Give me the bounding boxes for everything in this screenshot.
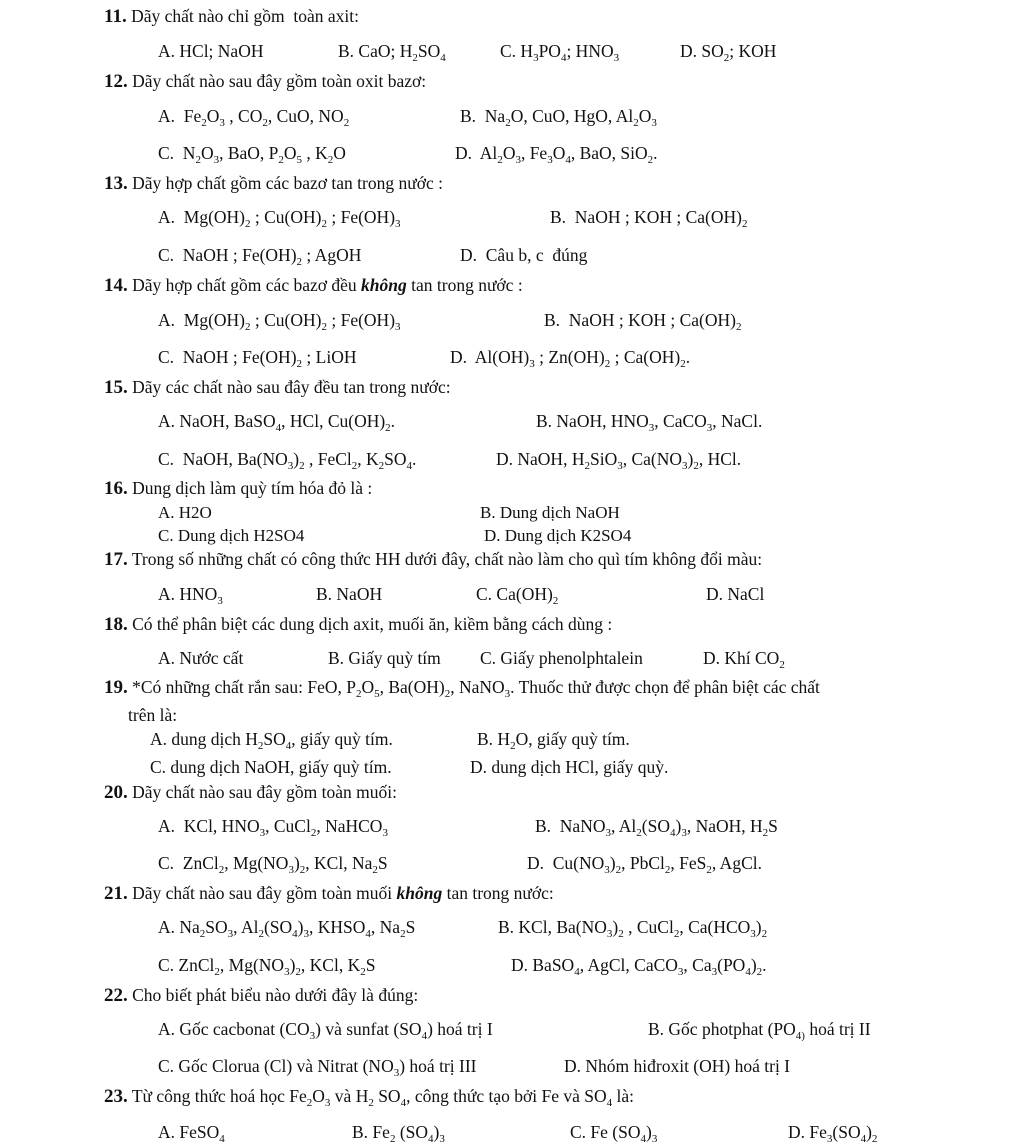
question-16: 16. Dung dịch làm quỳ tím hóa đỏ là : — [104, 478, 373, 499]
q14-option-a: A. $Mg(OH)_2$ ; $Cu(OH)_2$ ; $Fe(OH)_3$ — [158, 310, 401, 333]
q12-option-d: D. $Al_2O_3$, $Fe_3O_4$, BaO, SiO$_2$. — [455, 143, 658, 166]
question-22: 22. Cho biết phát biểu nào dưới đây là đúng: — [104, 985, 419, 1006]
q15-option-d: D. NaOH, $H_2SiO_3$, $Ca(NO_3)_2$, HCl. — [496, 449, 742, 472]
q16-option-a: A. H2O — [158, 503, 212, 522]
q17-option-a: A. $HNO_3$ — [158, 584, 223, 607]
q19-option-c: C. dung dịch NaOH, giấy quỳ tím. — [150, 757, 392, 777]
q13-option-a: A. $Mg(OH)_2$ ; $Cu(OH)_2$ ; $Fe(OH)_3$ — [158, 207, 401, 230]
q19-option-d: D. dung dịch HCl, giấy quỳ. — [470, 757, 669, 777]
q21-option-d: D. BaSO$_4$, AgCl, CaCO$_3$, $Ca_3(PO_4)_2$. — [511, 955, 767, 978]
q21-option-c: C. ZnCl$_2$, $Mg(NO_3)_2$, KCl, $K_2S$ — [158, 955, 376, 978]
q16-option-b: B. Dung dịch NaOH — [480, 503, 620, 522]
question-13: 13. Dãy hợp chất gồm các bazơ tan trong nước : — [104, 173, 443, 194]
q22-option-a: A. Gốc cacbonat $(CO_3)$ và sunfat $(SO_4)$ hoá trị I — [158, 1019, 493, 1042]
q11-option-c: C. $H_3PO_4$; $HNO_3$ — [500, 41, 620, 64]
question-17: 17. Trong số những chất có công thức HH dưới đây, chất nào làm cho quì tím không đổi màu: — [104, 549, 763, 570]
question-15: 15. Dãy các chất nào sau đây đều tan trong nước: — [104, 377, 451, 398]
q14-option-b: B. NaOH ; KOH ; $Ca(OH)_2$ — [544, 310, 742, 333]
q12-option-c: C. $N_2O_3$, BaO, $P_2O_5$ , $K_2O$ — [158, 143, 346, 166]
q12-option-b: B. $Na_2O$, CuO, HgO, $Al_2O_3$ — [460, 106, 657, 129]
q15-option-b: B. NaOH, $HNO_3$, CaCO$_3$, NaCl. — [536, 411, 763, 434]
q19-option-b: B. $H_2O$, giấy quỳ tím. — [477, 729, 630, 752]
question-19: 19. *Có những chất rắn sau: FeO, $P_2O_5$, $Ba(OH)_2$, NaNO$_3$. Thuốc thử được chọn để phân biệt các chất — [104, 677, 820, 700]
q12-option-a: A. $Fe_2O_3$ , $CO_2$, CuO, $NO_2$ — [158, 106, 350, 129]
question-21: 21. Dãy chất nào sau đây gồm toàn muối không tan trong nước: — [104, 883, 554, 904]
q13-option-b: B. NaOH ; KOH ; $Ca(OH)_2$ — [550, 207, 748, 230]
q22-option-d: D. Nhóm hiđroxit (OH) hoá trị I — [564, 1056, 791, 1076]
q18-option-d: D. Khí $CO_2$ — [703, 648, 785, 671]
question-19-continuation: trên là: — [128, 705, 178, 725]
q15-option-a: A. NaOH, BaSO$_4$, HCl, $Cu(OH)_2$. — [158, 411, 396, 434]
question-11: 11. Dãy chất nào chỉ gồm toàn axit: — [104, 6, 359, 27]
q20-option-c: C. ZnCl$_2$, $Mg(NO_3)_2$, KCl, $Na_2S$ — [158, 853, 388, 876]
q11-option-d: D. $SO_2$; KOH — [680, 41, 777, 64]
emphasis-khong: không — [361, 275, 407, 295]
q18-option-c: C. Giấy phenolphtalein — [480, 648, 643, 668]
q23-option-a: A. FeSO$_4$ — [158, 1122, 225, 1145]
q22-option-c: C. Gốc Clorua (Cl) và Nitrat $(NO_3)$ hoá trị III — [158, 1056, 477, 1079]
q16-option-d: D. Dung dịch K2SO4 — [484, 526, 632, 545]
q18-option-b: B. Giấy quỳ tím — [328, 648, 441, 668]
q19-option-a: A. dung dịch $H_2SO_4$, giấy quỳ tím. — [150, 729, 393, 752]
question-12: 12. Dãy chất nào sau đây gồm toàn oxit bazơ: — [104, 71, 427, 92]
q17-option-d: D. NaCl — [706, 584, 765, 604]
q21-option-b: B. KCl, $Ba(NO_3)_2$ , CuCl$_2$, $Ca(HCO_3)_2$ — [498, 917, 768, 940]
q23-option-d: D. $Fe_3(SO_4)_2$ — [788, 1122, 878, 1145]
q18-option-a: A. Nước cất — [158, 648, 244, 668]
q16-option-c: C. Dung dịch H2SO4 — [158, 526, 305, 545]
q23-option-b: B. $Fe_2$ $(SO_4)_3$ — [352, 1122, 445, 1145]
q20-option-d: D. $Cu(NO_3)_2$, PbCl$_2$, FeS$_2$, AgCl. — [527, 853, 762, 876]
q15-option-c: C. NaOH, $Ba(NO_3)_2$ , FeCl$_2$, $K_2SO_4$. — [158, 449, 417, 472]
question-20: 20. Dãy chất nào sau đây gồm toàn muối: — [104, 782, 397, 803]
question-23: 23. Từ công thức hoá học $Fe_2O_3$ và $H_2$ $SO_4$, công thức tạo bởi Fe và $SO_4$ là: — [104, 1086, 634, 1109]
q23-option-c: C. Fe $(SO_4)_3$ — [570, 1122, 658, 1145]
q20-option-b: B. NaNO$_3$, $Al_2(SO_4)_3$, NaOH, $H_2S$ — [535, 816, 778, 839]
emphasis-khong: không — [396, 883, 443, 903]
q20-option-a: A. KCl, $HNO_3$, CuCl$_2$, NaHCO$_3$ — [158, 816, 388, 839]
q13-option-d: D. Câu b, c đúng — [460, 245, 588, 265]
q17-option-c: C. $Ca(OH)_2$ — [476, 584, 559, 607]
q21-option-a: A. $Na_2SO_3$, $Al_2(SO_4)_3$, $KHSO_4$, $Na_2S$ — [158, 917, 416, 940]
q14-option-d: D. $Al(OH)_3$ ; $Zn(OH)_2$ ; $Ca(OH)_2$. — [450, 347, 691, 370]
q14-option-c: C. NaOH ; $Fe(OH)_2$ ; LiOH — [158, 347, 357, 370]
question-14: 14. Dãy hợp chất gồm các bazơ đều không tan trong nước : — [104, 275, 523, 296]
q13-option-c: C. NaOH ; $Fe(OH)_2$ ; AgOH — [158, 245, 362, 268]
q17-option-b: B. NaOH — [316, 584, 383, 604]
q11-option-a: A. HCl; NaOH — [158, 41, 264, 61]
q22-option-b: B. Gốc photphat ($PO_{4)}$ hoá trị II — [648, 1019, 871, 1042]
q11-option-b: B. CaO; $H_2SO_4$ — [338, 41, 446, 64]
question-18: 18. Có thể phân biệt các dung dịch axit, muối ăn, kiềm bằng cách dùng : — [104, 614, 613, 635]
